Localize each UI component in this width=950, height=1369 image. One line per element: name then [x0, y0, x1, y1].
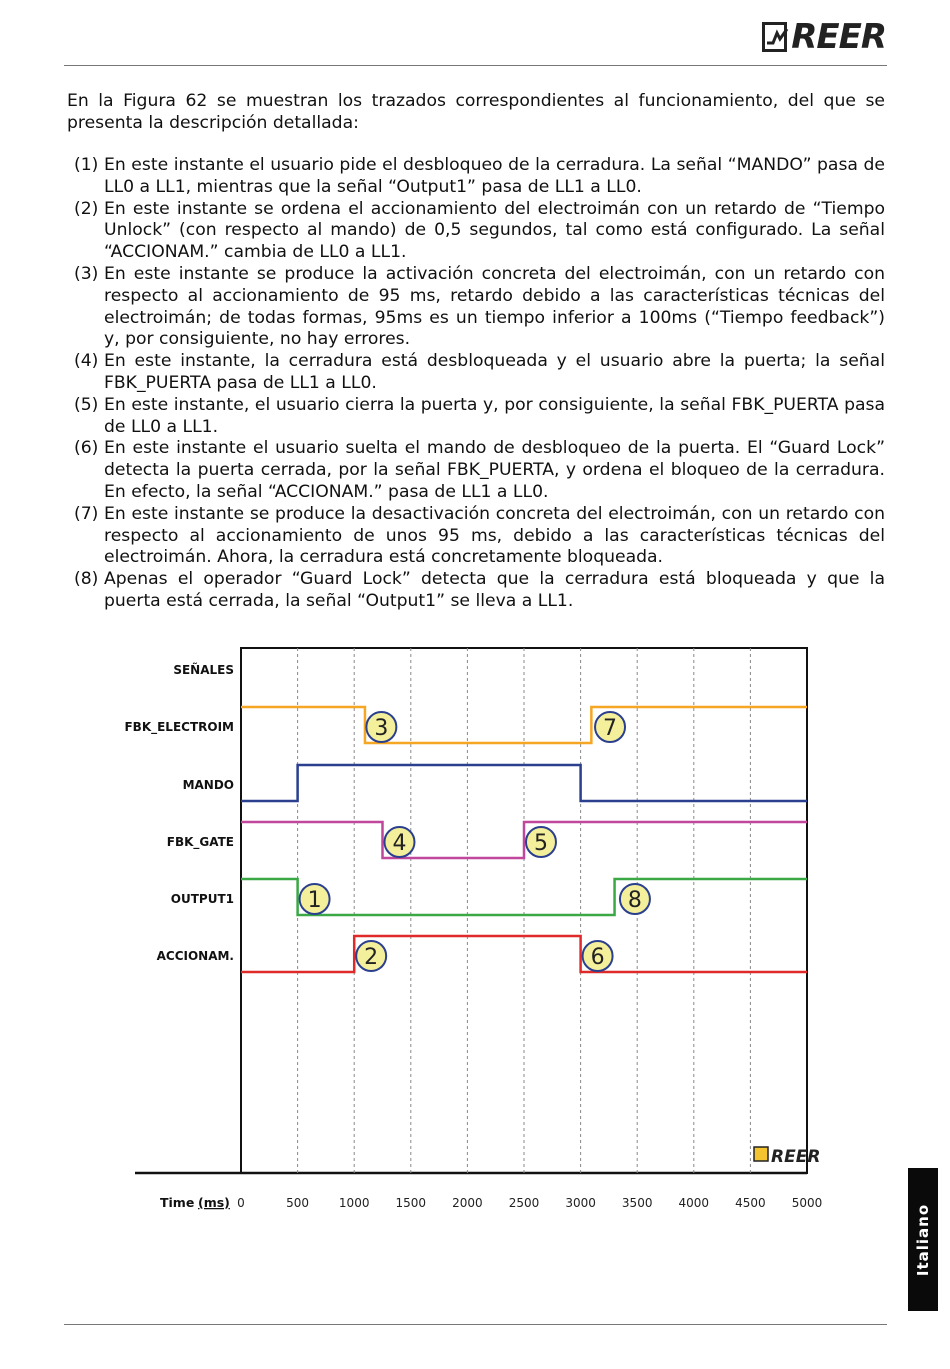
language-tab: [908, 1168, 938, 1311]
x-tick-label: 5000: [791, 1196, 823, 1210]
timing-diagram: [120, 640, 840, 1230]
x-tick-label: 500: [286, 1196, 310, 1210]
item-text: En este instante el usuario suelta el mando de desbloqueo de la puerta. El “Guard Lock” detecta la puerta cerrada, por la señal FBK_PUERTA, y ordena el bloqueo de la cerradura. En efecto, la señal “ACCIONAM.” pasa de LL1 a LL0.: [104, 438, 885, 502]
x-tick-label: 4000: [678, 1196, 710, 1210]
signal-trace: [241, 822, 807, 858]
list-item: [67, 351, 885, 395]
x-tick-label: 4500: [735, 1196, 766, 1210]
signal-label: FBK_ELECTROIM: [124, 720, 234, 734]
event-marker-label: 7: [603, 716, 618, 741]
signal-label: FBK_GATE: [166, 835, 234, 849]
event-marker-label: 2: [364, 945, 379, 970]
item-text: En este instante, la cerradura está desbloqueada y el usuario abre la puerta; la señal FBK_PUERTA pasa de LL1 a LL0.: [104, 351, 885, 393]
x-tick-label: 3500: [621, 1196, 653, 1210]
x-axis-unit: (ms): [198, 1195, 230, 1210]
signals-header-label: SEÑALES: [173, 663, 234, 677]
event-marker-label: 3: [374, 716, 389, 741]
x-axis-title: Time: [160, 1195, 195, 1210]
item-text: Apenas el operador “Guard Lock” detecta que la cerradura está bloqueada y que la puerta está cerrada, la señal “Output1” se lleva a LL1.: [104, 569, 885, 611]
event-marker-label: 4: [392, 831, 407, 856]
item-number: (2): [74, 198, 99, 219]
item-number: (8): [74, 569, 99, 590]
x-tick-label: 3000: [565, 1196, 596, 1210]
reer-logo: [762, 18, 886, 56]
x-tick-label: 2000: [452, 1196, 483, 1210]
intro-paragraph: En la Figura 62 se muestran los trazados correspondientes al funcionamiento, del que se presenta la descripción detallada:: [67, 91, 885, 133]
header-divider: [64, 65, 887, 66]
watermark-logo-icon: [754, 1147, 768, 1161]
reer-logo-mark-icon: [762, 22, 787, 52]
item-number: (5): [74, 394, 99, 415]
signal-trace: [241, 707, 807, 743]
footer-divider: [64, 1324, 887, 1325]
event-marker-label: 1: [307, 888, 322, 913]
list-item: [67, 264, 885, 351]
event-marker-label: 5: [533, 831, 548, 856]
item-text: En este instante, el usuario cierra la puerta y, por consiguiente, la señal FBK_PUERTA pasa de LL0 a LL1.: [104, 394, 885, 437]
item-text: En este instante se ordena el accionamiento del electroimán con un retardo de “Tiempo Unlock” (con respecto al mando) de 0,5 segundos, tal como está configurado. La señal “ACCIONAM.” cambia de LL0 a LL1.: [104, 198, 885, 263]
event-marker-label: 8: [627, 888, 642, 913]
item-text: En este instante se produce la desactivación concreta del electroimán, con un retardo con respecto al accionamiento de unos 95 ms, debido a las características técnicas del electroimán. Ahora, la cerradura está concretamente bloqueada.: [104, 503, 885, 568]
list-item: [67, 395, 885, 439]
list-item: [67, 504, 885, 569]
x-tick-label: 1500: [395, 1196, 427, 1210]
reer-logo-text: REER: [791, 17, 886, 57]
watermark-logo-text: REER: [771, 1147, 821, 1167]
item-number: (3): [74, 263, 99, 284]
signal-label: OUTPUT1: [170, 892, 234, 906]
event-marker-label: 6: [590, 945, 605, 970]
list-item: [67, 438, 885, 503]
item-number: (1): [74, 155, 99, 175]
x-tick-label: 1000: [338, 1196, 370, 1210]
list-item: [67, 199, 885, 264]
signal-label: MANDO: [182, 778, 234, 792]
signal-label: ACCIONAM.: [156, 949, 234, 963]
list-item: [67, 569, 885, 613]
step-list: [67, 155, 885, 613]
item-number: (4): [74, 351, 99, 372]
language-tab-label: Italiano: [914, 1203, 932, 1276]
item-text: En este instante se produce la activación concreta del electroimán, con un retardo con respecto al accionamiento de 95 ms, retardo debido a las características técnicas del electroimán; de todas formas, 95ms es un tiempo inferior a 100ms (“Tiempo feedback”) y, por consiguiente, no hay errores.: [104, 263, 885, 350]
item-text: En este instante el usuario pide el desbloqueo de la cerradura. La señal “MANDO” pasa de LL0 a LL1, mientras que la señal “Output1” pasa de LL1 a LL0.: [104, 155, 885, 197]
item-number: (7): [74, 503, 99, 524]
x-tick-label: 0: [237, 1196, 245, 1210]
list-item: [67, 155, 885, 199]
x-tick-label: 2500: [508, 1196, 540, 1210]
item-number: (6): [74, 438, 99, 459]
